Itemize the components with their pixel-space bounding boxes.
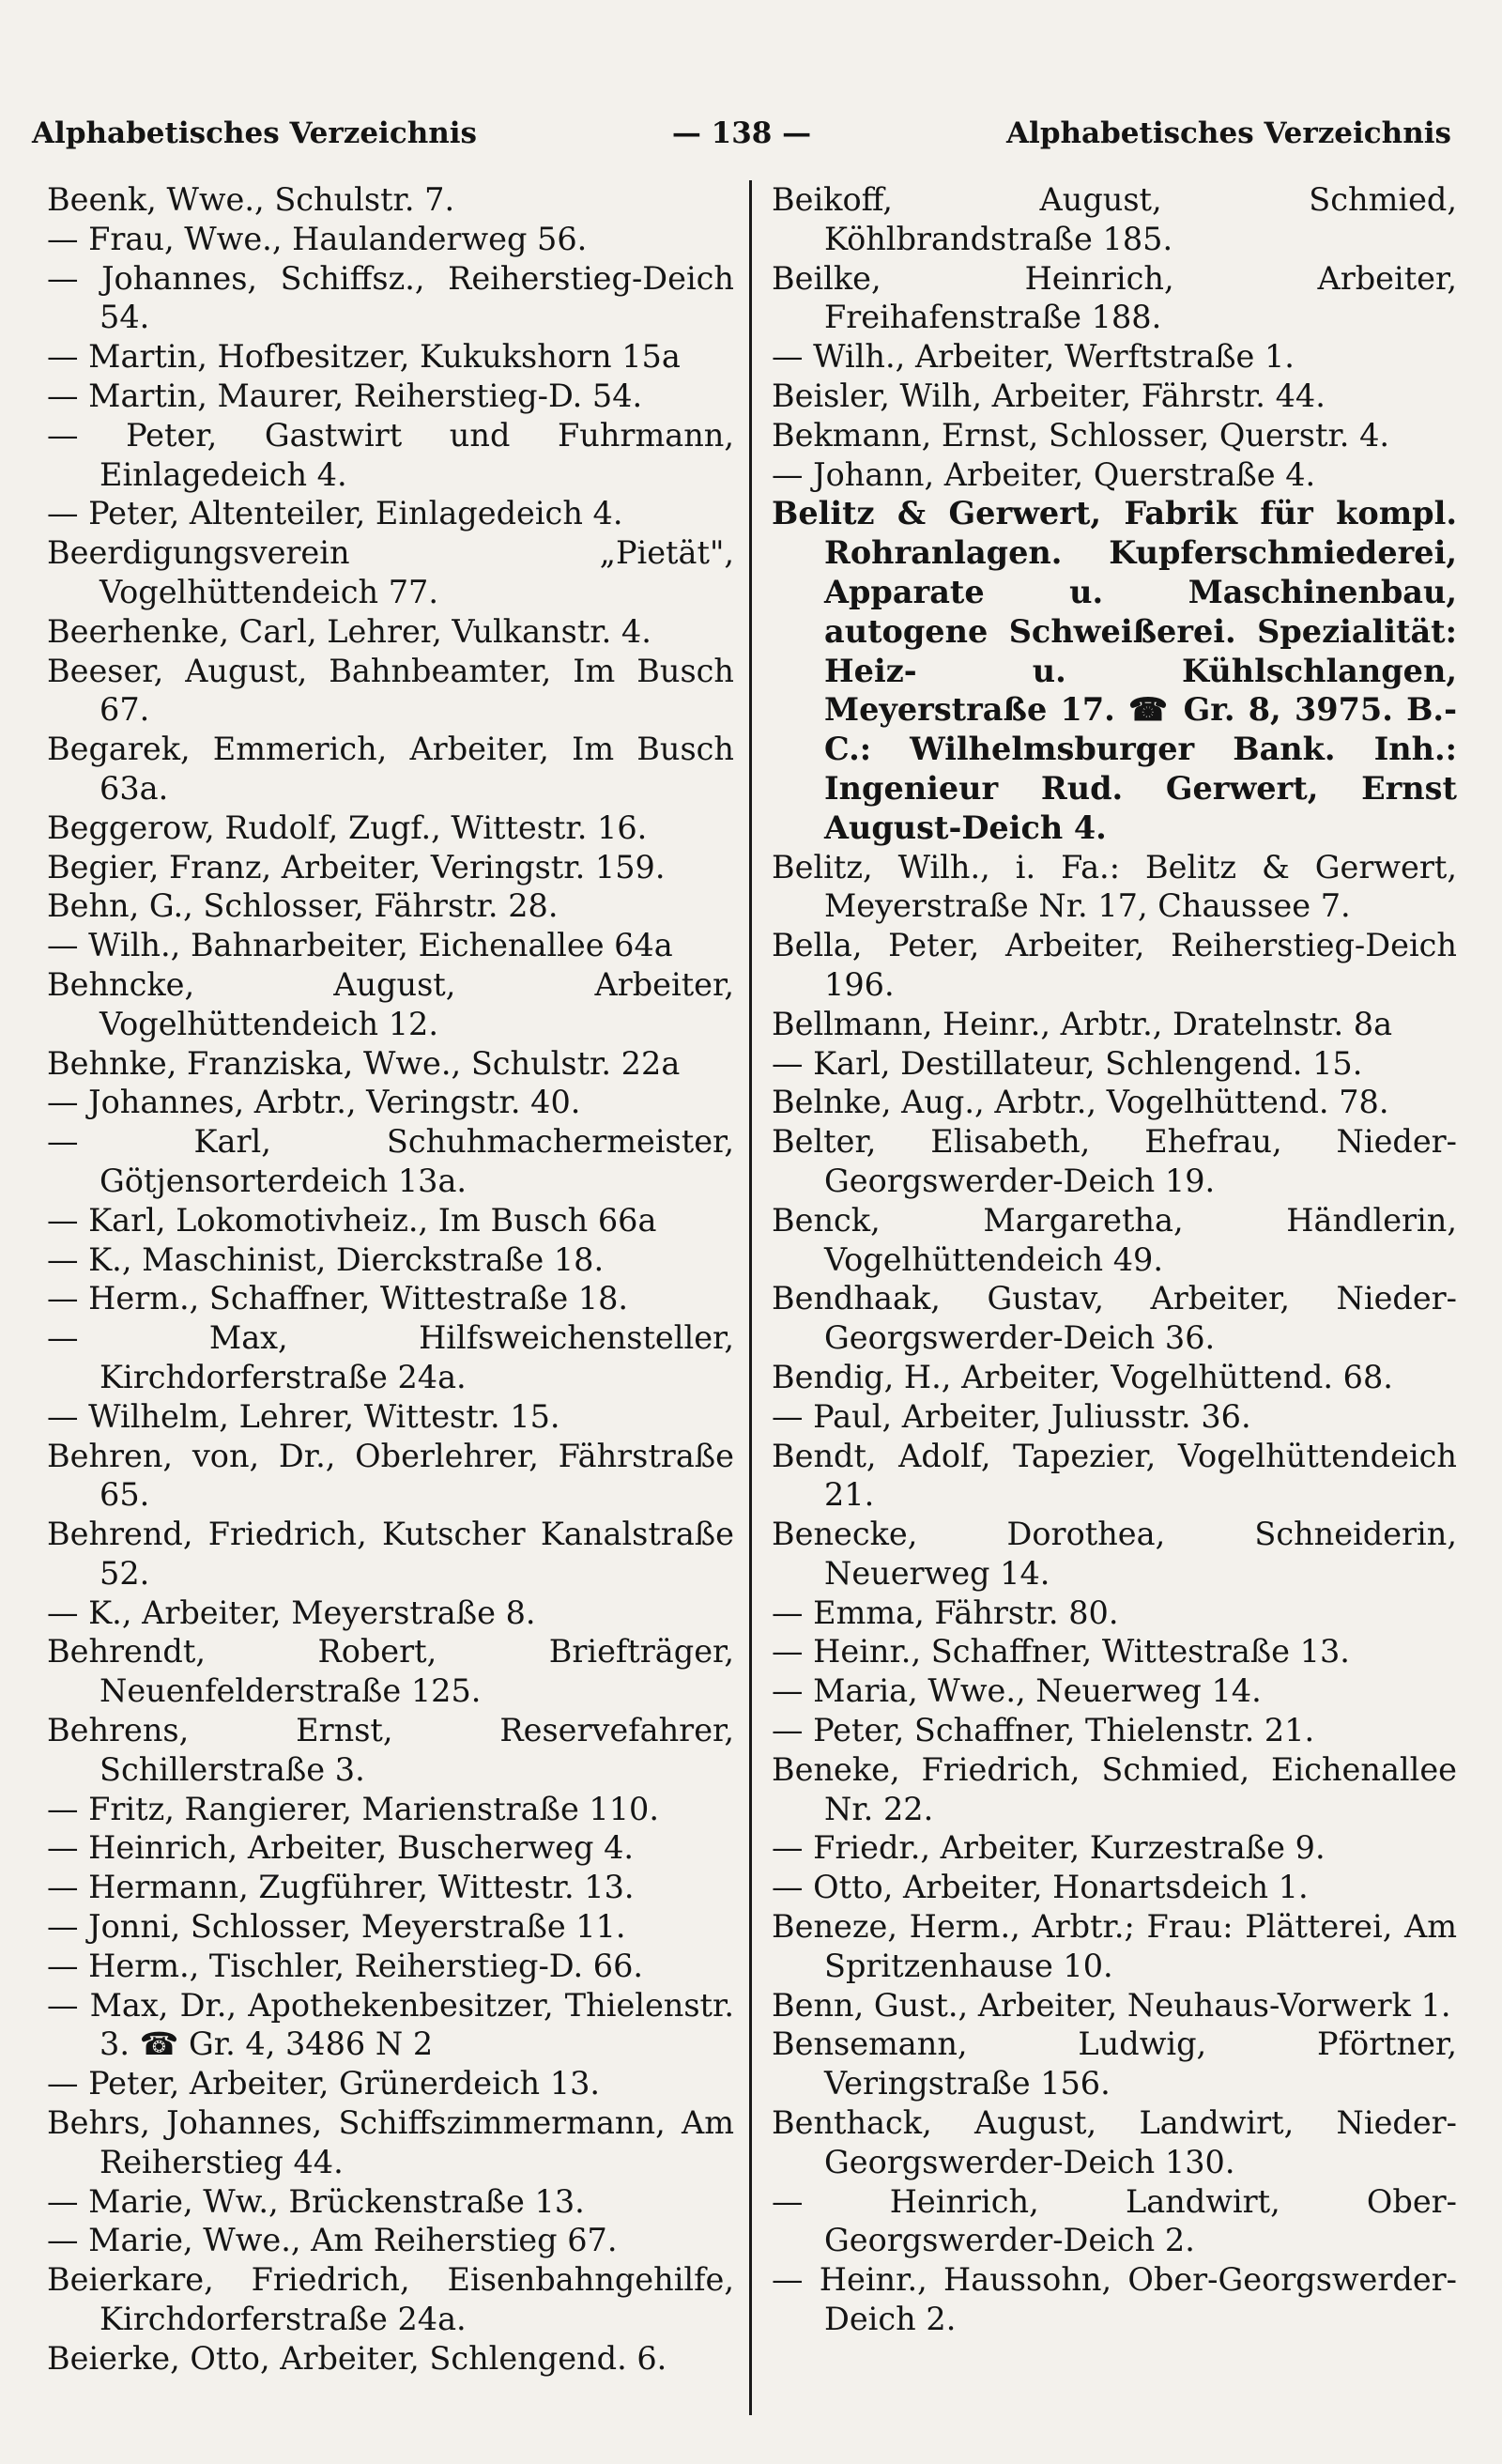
directory-entry: Behnke, Franziska, Wwe., Schulstr. 22a (47, 1044, 681, 1082)
directory-entry: Behrend, Friedrich, Kutscher Kanalstraße 52. (47, 1516, 734, 1592)
directory-entry: Beerhenke, Carl, Lehrer, Vulkanstr. 4. (47, 612, 651, 650)
directory-entry: — Frau, Wwe., Haulanderweg 56. (47, 220, 588, 257)
directory-entry: — Herm., Tischler, Reiherstieg-D. 66. (47, 1947, 644, 1984)
directory-entry: Begier, Franz, Arbeiter, Veringstr. 159. (47, 848, 666, 886)
directory-entry: Beisler, Wilh, Arbeiter, Fährstr. 44. (772, 377, 1326, 414)
header-right-title: Alphabetisches Verzeichnis (1005, 116, 1451, 150)
directory-entry: Belitz & Gerwert, Fabrik für kompl. Rohranlagen. Kupferschmiederei, Apparate u. Maschinenbau, autogene Schweißerei. Spezialität: Heiz- u. Kühlschlangen, Meyerstraße 17. ☎ Gr. 8, 3975. B.-C.: Wilhelmsburger Bank. Inh.: Ingenieur Rud. Gerwert, Ernst August-Deich 4. (772, 495, 1457, 846)
directory-entry: — Peter, Arbeiter, Grünerdeich 13. (47, 2065, 601, 2102)
directory-entry: — Johannes, Schiffsz., Reiherstieg-Deich 54. (47, 259, 734, 336)
directory-entry: — Jonni, Schlosser, Meyerstraße 11. (47, 1908, 626, 1946)
directory-entry: Beneze, Herm., Arbtr.; Frau: Plätterei, Am Spritzenhause 10. (772, 1908, 1457, 1984)
directory-entry: — Martin, Hofbesitzer, Kukukshorn 15a (47, 338, 681, 376)
directory-entry: — Wilh., Bahnarbeiter, Eichenallee 64a (47, 927, 673, 964)
directory-entry: Belitz, Wilh., i. Fa.: Belitz & Gerwert, Meyerstraße Nr. 17, Chaussee 7. (772, 848, 1457, 925)
directory-entry: Behren, von, Dr., Oberlehrer, Fährstraße 65. (47, 1437, 734, 1514)
directory-entry: Beikoff, August, Schmied, Köhlbrandstraße 185. (772, 181, 1457, 257)
directory-entry: Beggerow, Rudolf, Zugf., Wittestr. 16. (47, 808, 648, 846)
directory-entry: — Paul, Arbeiter, Juliusstr. 36. (772, 1397, 1251, 1435)
directory-entry: Benthack, August, Landwirt, Nieder-Georgswerder-Deich 130. (772, 2104, 1457, 2180)
directory-entry: — Max, Hilfsweichensteller, Kirchdorferstraße 24a. (47, 1319, 734, 1395)
header-left-title: Alphabetisches Verzeichnis (32, 116, 478, 150)
directory-entry: — Peter, Gastwirt und Fuhrmann, Einlagedeich 4. (47, 416, 734, 493)
directory-entry: — Karl, Lokomotivheiz., Im Busch 66a (47, 1201, 657, 1239)
directory-entry: — Marie, Ww., Brückenstraße 13. (47, 2182, 585, 2220)
directory-entry: Begarek, Emmerich, Arbeiter, Im Busch 63a. (47, 731, 734, 807)
directory-entry: Beierke, Otto, Arbeiter, Schlengend. 6. (47, 2339, 667, 2377)
directory-entry: Bendt, Adolf, Tapezier, Vogelhüttendeich 21. (772, 1437, 1457, 1514)
directory-entry: Bendig, H., Arbeiter, Vogelhüttend. 68. (772, 1358, 1393, 1395)
page-header (32, 111, 1451, 158)
directory-entry: Beilke, Heinrich, Arbeiter, Freihafenstraße 188. (772, 259, 1457, 336)
directory-entry: — Johannes, Arbtr., Veringstr. 40. (47, 1084, 581, 1121)
directory-entry: — Heinr., Haussohn, Ober-Georgswerder-Deich 2. (772, 2261, 1457, 2338)
directory-entry: Bendhaak, Gustav, Arbeiter, Nieder-Georgswerder-Deich 36. (772, 1280, 1457, 1357)
directory-entry: — Peter, Altenteiler, Einlagedeich 4. (47, 495, 623, 532)
directory-entry: Beneke, Friedrich, Schmied, Eichenallee Nr. 22. (772, 1750, 1457, 1827)
directory-entry: Bensemann, Ludwig, Pförtner, Veringstraße 156. (772, 2025, 1457, 2102)
directory-entry: — Otto, Arbeiter, Honartsdeich 1. (772, 1869, 1309, 1906)
directory-entry: — Martin, Maurer, Reiherstieg-D. 54. (47, 377, 643, 414)
directory-entry: Benck, Margaretha, Händlerin, Vogelhüttendeich 49. (772, 1201, 1457, 1278)
directory-entry: — K., Arbeiter, Meyerstraße 8. (47, 1594, 536, 1631)
directory-entry: Beenk, Wwe., Schulstr. 7. (47, 181, 455, 218)
directory-entry: Behn, G., Schlosser, Fährstr. 28. (47, 887, 559, 925)
directory-entry: Benn, Gust., Arbeiter, Neuhaus-Vorwerk 1. (772, 1986, 1451, 2024)
directory-entry: Beerdigungsverein „Pietät", Vogelhüttendeich 77. (47, 534, 734, 610)
directory-entry: Bellmann, Heinr., Arbtr., Dratelnstr. 8a (772, 1005, 1393, 1042)
directory-entry: — Johann, Arbeiter, Querstraße 4. (772, 455, 1316, 493)
directory-entry: — Hermann, Zugführer, Wittestr. 13. (47, 1869, 635, 1906)
directory-entry: — Karl, Destillateur, Schlengend. 15. (772, 1044, 1363, 1082)
directory-entry: — Fritz, Rangierer, Marienstraße 110. (47, 1790, 660, 1827)
directory-entry: Belnke, Aug., Arbtr., Vogelhüttend. 78. (772, 1084, 1389, 1121)
directory-entry: Behrens, Ernst, Reservefahrer, Schillerstraße 3. (47, 1712, 734, 1788)
directory-entry: — Wilhelm, Lehrer, Wittestr. 15. (47, 1397, 560, 1435)
directory-entry: — Heinr., Schaffner, Wittestraße 13. (772, 1633, 1350, 1671)
directory-entry: — K., Maschinist, Dierckstraße 18. (47, 1240, 605, 1278)
directory-entry: Beierkare, Friedrich, Eisenbahngehilfe, Kirchdorferstraße 24a. (47, 2261, 734, 2338)
directory-entry: Benecke, Dorothea, Schneiderin, Neuerweg 14. (772, 1516, 1457, 1592)
directory-entry: — Max, Dr., Apothekenbesitzer, Thielenstr. 3. ☎ Gr. 4, 3486 N 2 (47, 1986, 734, 2063)
directory-entry: Behncke, August, Arbeiter, Vogelhüttendeich 12. (47, 965, 734, 1042)
directory-entry: — Wilh., Arbeiter, Werftstraße 1. (772, 338, 1295, 376)
directory-entry: — Friedr., Arbeiter, Kurzestraße 9. (772, 1829, 1326, 1867)
directory-entry: — Heinrich, Arbeiter, Buscherweg 4. (47, 1829, 635, 1867)
directory-entry: — Herm., Schaffner, Wittestraße 18. (47, 1280, 629, 1317)
directory-entry: Beeser, August, Bahnbeamter, Im Busch 67. (47, 652, 734, 729)
directory-entry: — Peter, Schaffner, Thielenstr. 21. (772, 1712, 1315, 1749)
directory-entry: Bekmann, Ernst, Schlosser, Querstr. 4. (772, 416, 1390, 454)
directory-entry: — Emma, Fährstr. 80. (772, 1594, 1119, 1631)
page-number: — 138 — (671, 116, 812, 150)
directory-entry: Bella, Peter, Arbeiter, Reiherstieg-Deich 196. (772, 927, 1457, 1003)
directory-entry: — Karl, Schuhmachermeister, Götjensorterdeich 13a. (47, 1123, 734, 1199)
directory-entry: — Marie, Wwe., Am Reiherstieg 67. (47, 2222, 618, 2259)
left-column (47, 180, 734, 2436)
directory-entry: — Maria, Wwe., Neuerweg 14. (772, 1672, 1262, 1710)
directory-entry: — Heinrich, Landwirt, Ober-Georgswerder-Deich 2. (772, 2182, 1457, 2259)
right-column (772, 180, 1457, 2436)
directory-entry: Behrendt, Robert, Briefträger, Neuenfelderstraße 125. (47, 1633, 734, 1710)
directory-entry: Behrs, Johannes, Schiffszimmermann, Am Reiherstieg 44. (47, 2104, 734, 2180)
directory-entry: Belter, Elisabeth, Ehefrau, Nieder-Georgswerder-Deich 19. (772, 1123, 1457, 1199)
column-divider (749, 180, 752, 2415)
